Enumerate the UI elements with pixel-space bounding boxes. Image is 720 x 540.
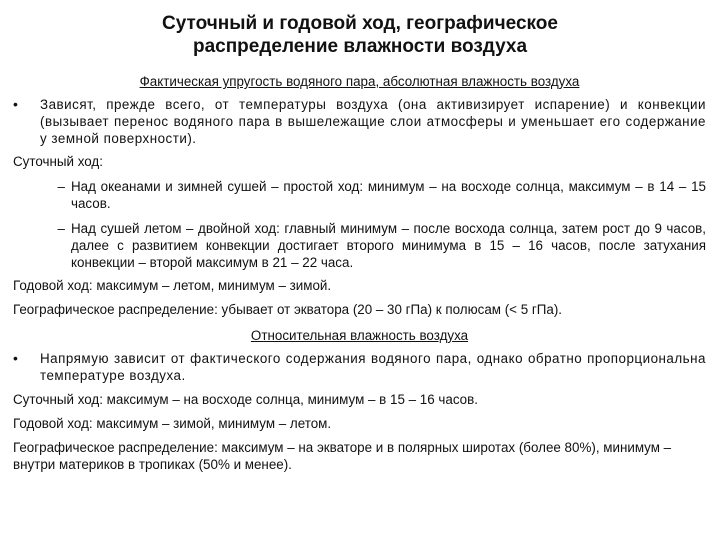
daily-course-paragraph bbox=[13, 391, 706, 408]
bullet-item bbox=[13, 96, 706, 147]
bullet-marker: • bbox=[13, 350, 18, 366]
section-heading-absolute-humidity: Фактическая упругость водяного пара, абсолютная влажность воздуха bbox=[139, 74, 580, 89]
title-line-1: Суточный и годовой ход, географическое bbox=[162, 13, 558, 34]
daily-course-label bbox=[13, 153, 706, 170]
slide-content bbox=[13, 73, 706, 473]
annual-course-label: Годовой ход bbox=[13, 278, 89, 293]
annual-course-text: : максимум – зимой, минимум – летом. bbox=[88, 416, 332, 431]
geographic-distribution-paragraph bbox=[13, 301, 706, 318]
annual-course-paragraph bbox=[13, 415, 706, 432]
bullet-item bbox=[13, 350, 706, 384]
slide-title bbox=[60, 12, 660, 58]
geographic-distribution-text: : убывает от экватора (20 – 30 гПа) к полюсам (< 5 гПа). bbox=[214, 302, 563, 317]
dash-item bbox=[13, 178, 706, 212]
annual-course-text: : максимум – летом, минимум – зимой. bbox=[88, 278, 332, 293]
dash-text: Над океанами и зимней сушей – простой ход: минимум – на восходе солнца, максимум – в 14 – 15 часов. bbox=[71, 179, 706, 211]
dash-item bbox=[13, 220, 706, 271]
daily-course-heading: Суточный ход: bbox=[13, 154, 103, 169]
title-line-2: распределение влажности воздуха bbox=[192, 36, 528, 57]
annual-course-paragraph bbox=[13, 277, 706, 294]
dash-text: Над сушей летом – двойной ход: главный минимум – после восхода солнца, затем рост до 9 часов, далее с развитием конвекции достигает второго минимума в 15 – 16 часов, после затухания конвекции – второй максимум в 21 – 22 часа. bbox=[71, 221, 706, 270]
section-heading-relative-humidity: Относительная влажность воздуха bbox=[250, 328, 469, 343]
bullet-text: Напрямую зависит от фактического содержания водяного пара, однако обратно пропорциональна температуре воздуха. bbox=[40, 351, 706, 383]
bullet-text: Зависят, прежде всего, от температуры воздуха (она активизирует испарение) и конвекции (вызывает перенос водяного пара в вышележащие слои атмосферы и уменьшает его содержание у земной поверхности). bbox=[40, 97, 706, 146]
geographic-distribution-text: : максимум – на экваторе и в полярных широтах (более 80%), минимум – внутри материков в тропиках (50% и менее). bbox=[13, 440, 672, 472]
bullet-marker: • bbox=[13, 96, 18, 112]
geographic-distribution-label: Географическое распределение bbox=[13, 302, 215, 317]
daily-course-text: : максимум – на восходе солнца, минимум – в 15 – 16 часов. bbox=[99, 392, 478, 407]
dash-marker: – bbox=[57, 179, 65, 194]
annual-course-label: Годовой ход bbox=[13, 416, 89, 431]
dash-marker: – bbox=[57, 221, 65, 236]
geographic-distribution-paragraph bbox=[13, 439, 706, 473]
daily-course-label: Суточный ход bbox=[13, 392, 100, 407]
geographic-distribution-label: Географическое распределение bbox=[13, 440, 215, 455]
